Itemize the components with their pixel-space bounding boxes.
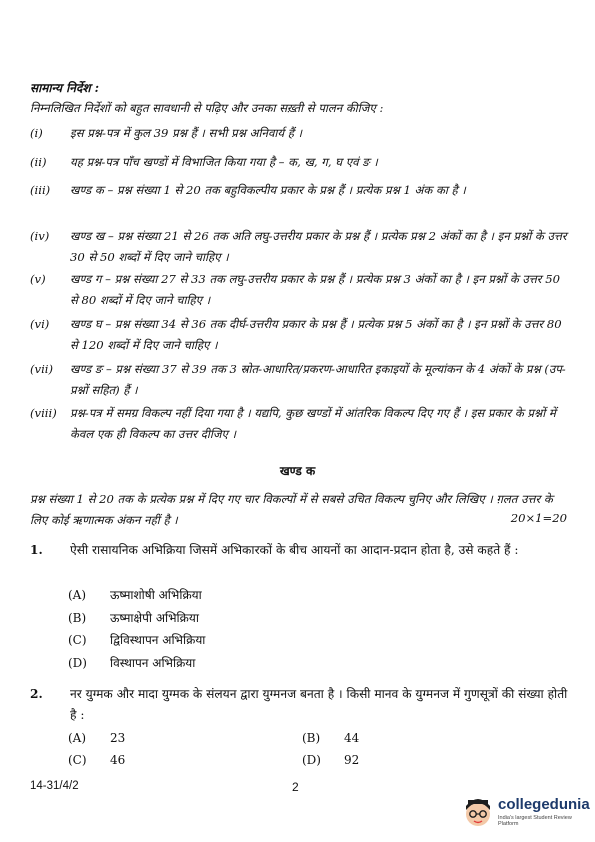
general-instructions-title: सामान्य निर्देश : xyxy=(30,81,100,95)
instruction-item xyxy=(30,152,570,173)
instruction-text: खण्ड ङ – प्रश्न संख्या 37 से 39 तक 3 स्रोत-आधारित/प्रकरण-आधारित इकाइयों के मूल्यांकन के 4 अंकों के प्रश्न (उप-प्रश्नों सहित) हैं । xyxy=(70,362,566,397)
option-label: (B) xyxy=(302,731,321,745)
option-1b xyxy=(68,609,199,626)
option-label: (A) xyxy=(68,731,87,745)
instruction-number: (viii) xyxy=(30,406,57,420)
instruction-text: खण्ड घ – प्रश्न संख्या 34 से 36 तक दीर्घ-उत्तरीय प्रकार के प्रश्न हैं । प्रत्येक प्रश्न 5 अंकों का है । इन प्रश्नों के उत्तर 80 से 120 शब्दों में दिए जाने चाहिए । xyxy=(70,317,562,352)
option-text: 44 xyxy=(344,731,360,745)
question-1 xyxy=(30,540,570,561)
option-label: (A) xyxy=(68,588,87,602)
option-text: विस्थापन अभिक्रिया xyxy=(110,656,196,670)
section-marks: 20×1=20 xyxy=(510,511,567,525)
option-text: 46 xyxy=(110,753,126,767)
option-1d xyxy=(68,654,195,671)
brand-name: collegedunia xyxy=(498,796,590,813)
page-number: 2 xyxy=(292,780,299,794)
instruction-text: खण्ड क – प्रश्न संख्या 1 से 20 तक बहुविकल्पीय प्रकार के प्रश्न हैं । प्रत्येक प्रश्न 1 अंक का है । xyxy=(70,183,466,197)
section-instruction: प्रश्न संख्या 1 से 20 तक के प्रत्येक प्रश्न में दिए गए चार विकल्पों में से सबसे उचित विकल्प चुनिए और लिखिए । ग़लत उत्तर के लिए कोई ऋणात्मक अंकन नहीं है । xyxy=(30,492,553,527)
instruction-text: यह प्रश्न-पत्र पाँच खण्डों में विभाजित किया गया है – क, ख, ग, घ एवं ङ । xyxy=(70,155,378,169)
option-text: 23 xyxy=(110,731,126,745)
instruction-number: (vi) xyxy=(30,317,50,331)
option-text: ऊष्माक्षेपी अभिक्रिया xyxy=(110,611,199,625)
question-2 xyxy=(30,684,570,726)
instruction-item xyxy=(30,269,570,311)
instruction-item xyxy=(30,359,570,401)
instruction-text: इस प्रश्न-पत्र में कुल 39 प्रश्न हैं । सभी प्रश्न अनिवार्य हैं । xyxy=(70,126,303,140)
question-text: ऐसी रासायनिक अभिक्रिया जिसमें अभिकारकों के बीच आयनों का आदान-प्रदान होता है, उसे कहते हैं : xyxy=(70,543,519,557)
option-text: द्विविस्थापन अभिक्रिया xyxy=(110,633,206,647)
instruction-number: (v) xyxy=(30,272,46,286)
mascot-logo-icon xyxy=(460,794,496,830)
option-1c xyxy=(68,631,205,648)
instruction-text: खण्ड ख – प्रश्न संख्या 21 से 26 तक अति लघु-उत्तरीय प्रकार के प्रश्न हैं । प्रत्येक प्रश्न 2 अंकों का है । इन प्रश्नों के उत्तर 30 से 50 शब्दों में दिए जाने चाहिए । xyxy=(70,229,567,264)
instruction-item xyxy=(30,403,570,445)
instruction-number: (iv) xyxy=(30,229,50,243)
option-1a xyxy=(68,586,202,603)
section-title: खण्ड क xyxy=(279,464,316,478)
option-text: 92 xyxy=(344,753,360,767)
instruction-item xyxy=(30,226,570,268)
instruction-item xyxy=(30,314,570,356)
option-text: ऊष्माशोषी अभिक्रिया xyxy=(110,588,202,602)
brand-watermark[interactable] xyxy=(460,792,590,832)
instruction-number: (vii) xyxy=(30,362,54,376)
instruction-text: खण्ड ग – प्रश्न संख्या 27 से 33 तक लघु-उत्तरीय प्रकार के प्रश्न हैं । प्रत्येक प्रश्न 3 अंकों का है । इन प्रश्नों के उत्तर 50 से 80 शब्दों में दिए जाने चाहिए । xyxy=(70,272,560,307)
option-2c xyxy=(68,753,125,767)
option-label: (D) xyxy=(68,656,87,670)
option-2b xyxy=(302,731,359,745)
instruction-text: प्रश्न-पत्र में समग्र विकल्प नहीं दिया गया है । यद्यपि, कुछ खण्डों में आंतरिक विकल्प दिए गए हैं । इस प्रकार के प्रश्नों में केवल एक ही विकल्प का उत्तर दीजिए । xyxy=(70,406,556,441)
option-label: (C) xyxy=(68,753,87,767)
option-label: (D) xyxy=(302,753,321,767)
option-2d xyxy=(302,753,359,767)
option-label: (C) xyxy=(68,633,87,647)
instruction-item xyxy=(30,123,570,144)
instruction-number: (i) xyxy=(30,126,43,140)
option-label: (B) xyxy=(68,611,87,625)
question-number: 2. xyxy=(30,687,43,701)
general-instructions-intro: निम्नलिखित निर्देशों को बहुत सावधानी से पढ़िए और उनका सख़्ती से पालन कीजिए : xyxy=(30,101,384,115)
paper-code: 14-31/4/2 xyxy=(30,780,79,792)
instruction-number: (ii) xyxy=(30,155,47,169)
instruction-number: (iii) xyxy=(30,183,51,197)
instruction-item xyxy=(30,180,570,201)
option-2a xyxy=(68,731,125,745)
brand-tagline: India's largest Student Review Platform xyxy=(498,815,572,827)
question-text: नर युग्मक और मादा युग्मक के संलयन द्वारा युग्मनज बनता है । किसी मानव के युग्मनज में गुणसूत्रों की संख्या होती है : xyxy=(70,687,568,722)
question-number: 1. xyxy=(30,543,43,557)
